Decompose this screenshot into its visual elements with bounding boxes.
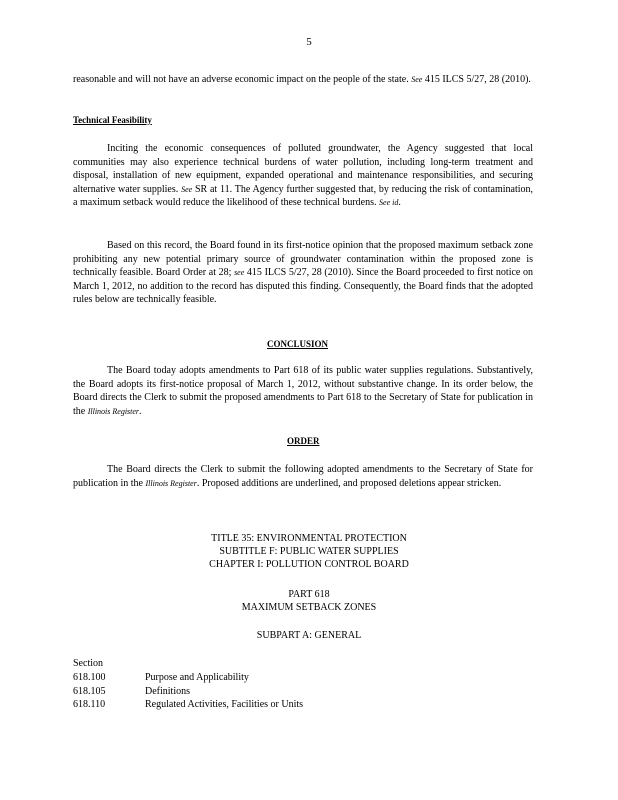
conclusion-register: Illinois Register (87, 406, 140, 416)
tech-p1-see-id: See id (379, 198, 399, 208)
tech-p1-text-b: SR at 11. The Agency further suggested that, by reducing the risk of contamination, a maximum setback would reduce the likelihood of these technical burdens. (73, 183, 534, 209)
conclusion-text: The Board today adopts amendments to Part 618 of its public water supplies regulations. Substantively, the Board adopts its first-notice proposal of March 1, 2012, without substantive change. In its order below, the Board directs the Clerk to submit the proposed amendments to Part 618 to the Secretary of State for publication in the (73, 365, 533, 417)
tech-p2-text-b: 415 ILCS 5/27, 28 (2010). Since the Board proceeded to first notice on March 1, 2012, no addition to the record has disputed this finding. Consequently, the Board finds that the adopted rules below are technically feasible. (73, 267, 533, 306)
part-line-1: PART 618 (288, 589, 330, 600)
technical-feasibility-heading: Technical Feasibility (73, 115, 152, 125)
section-row (73, 698, 303, 712)
intro-paragraph (73, 73, 533, 87)
order-paragraph (73, 463, 533, 490)
section-title: Definitions (145, 685, 190, 697)
tech-p1-text-a: Inciting the economic consequences of polluted groundwater, the Agency suggested that local communities may also experience technical burdens of water pollution, including long-term treatment and disposal, installation of new equipment, expanded operational and maintenance responsibilities, and securing alternative water supplies. (73, 143, 533, 195)
section-row (73, 671, 303, 685)
section-title: Purpose and Applicability (145, 671, 249, 683)
subpart-heading: SUBPART A: GENERAL (256, 630, 362, 641)
technical-paragraph-2 (73, 239, 533, 307)
section-table (73, 657, 303, 712)
section-label: Section (73, 658, 103, 669)
order-text-b: . Proposed additions are underlined, and proposed deletions appear stricken. (196, 477, 502, 489)
intro-text: reasonable and will not have an adverse economic impact on the people of the state. (73, 74, 409, 85)
section-row (73, 685, 303, 699)
order-text-a: The Board directs the Clerk to submit the following adopted amendments to the Secretary of State for publication in the (73, 464, 533, 489)
intro-cite-tail: 415 ILCS 5/27, 28 (2010). (424, 74, 531, 85)
intro-cite: See (411, 75, 423, 84)
section-title: Regulated Activities, Facilities or Units (145, 699, 304, 711)
order-register: Illinois Register (145, 478, 197, 488)
tech-p1-see: See (181, 184, 193, 194)
part-line-2: MAXIMUM SETBACK ZONES (241, 602, 377, 613)
section-number: 618.105 (73, 685, 106, 697)
title-line-1: TITLE 35: ENVIRONMENTAL PROTECTION (211, 533, 407, 544)
part-block (0, 588, 618, 614)
title-line-3: CHAPTER I: POLLUTION CONTROL BOARD (209, 559, 409, 570)
conclusion-heading: CONCLUSION (267, 339, 329, 349)
order-heading: ORDER (287, 436, 320, 446)
section-number: 618.110 (73, 699, 106, 711)
technical-paragraph-1: Inciting the economic consequences of polluted groundwater, the Agency suggested that local communities may also experience technical burdens of water pollution, including long-term treatment and disposal, installation of new equipment, expanded operational and maintenance responsibilities, and securing alternative water supplies. See SR at 11. The Agency further suggested that, by reducing the risk of contamination, a maximum setback would reduce the likelihood of these technical burdens. See id. (73, 143, 534, 209)
page-number: 5 (306, 36, 312, 48)
title-line-2: SUBTITLE F: PUBLIC WATER SUPPLIES (219, 546, 399, 557)
conclusion-paragraph: The Board today adopts amendments to Part 618 of its public water supplies regulations. Substantively, the Board adopts its first-notice proposal of March 1, 2012, without substantive change. In its order below, the Board directs the Clerk to submit the proposed amendments to Part 618 to the Secretary of State for publication in the Illinois Register. (73, 365, 533, 417)
tech-p2-text-a: Based on this record, the Board found in its first-notice opinion that the proposed maximum setback zone prohibiting any new potential primary source of groundwater contamination within the proposed zone is technically feasible. Board Order at 28; (73, 240, 533, 279)
section-number: 618.100 (73, 671, 106, 683)
title-block (0, 532, 618, 571)
tech-p2-see: see (234, 268, 245, 278)
